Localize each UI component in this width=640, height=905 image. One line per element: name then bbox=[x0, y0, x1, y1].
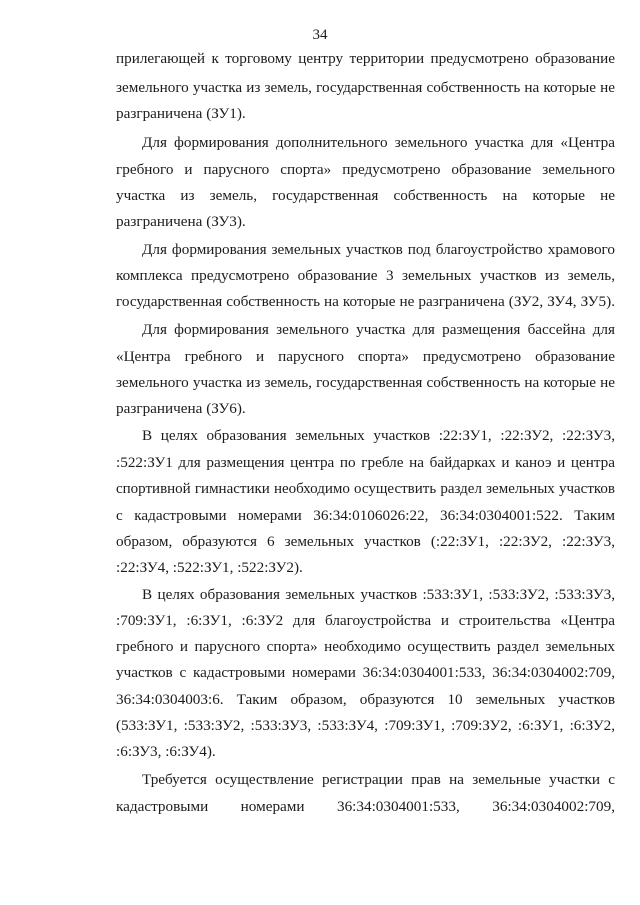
text-line: :709:ЗУ1, :6:ЗУ1, :6:ЗУ2 для благоустройства и строительства «Центра bbox=[116, 612, 615, 629]
text-line: участка из земель, государственная собственность на которые не bbox=[116, 187, 615, 204]
text-line: разграничена (ЗУ1). bbox=[116, 105, 246, 122]
text-line: комплекса предусмотрено образование 3 земельных участков из земель, bbox=[116, 267, 615, 284]
text-line: Для формирования земельного участка для размещения бассейна для bbox=[142, 321, 615, 338]
text-line: :6:ЗУ3, :6:ЗУ4). bbox=[116, 743, 216, 760]
text-line: Требуется осуществление регистрации прав на земельные участки с bbox=[142, 771, 615, 788]
text-line: участков с кадастровыми номерами 36:34:0304001:533, 36:34:0304002:709, bbox=[116, 664, 615, 681]
text-line: разграничена (ЗУ3). bbox=[116, 213, 246, 230]
text-line: спортивной гимнастики необходимо осуществить раздел земельных участков bbox=[116, 481, 615, 497]
text-line: земельного участка из земель, государственная собственность на которые не bbox=[116, 374, 615, 391]
text-line: кадастровыми номерами 36:34:0304001:533, 36:34:0304002:709, bbox=[116, 798, 615, 815]
text-line: (533:ЗУ1, :533:ЗУ2, :533:ЗУ3, :533:ЗУ4, :709:ЗУ1, :709:ЗУ2, :6:ЗУ1, :6:ЗУ2, bbox=[116, 717, 615, 734]
text-line: В целях образования земельных участков :533:ЗУ1, :533:ЗУ2, :533:ЗУ3, bbox=[142, 586, 615, 603]
text-line: образом, образуются 6 земельных участков (:22:ЗУ1, :22:ЗУ2, :22:ЗУ3, bbox=[116, 533, 615, 550]
text-line: Для формирования дополнительного земельного участка для «Центра bbox=[142, 134, 615, 151]
text-line: земельного участка из земель, государственная собственность на которые не bbox=[116, 79, 615, 96]
text-line: :522:ЗУ1 для размещения центра по гребле на байдарках и каноэ и центра bbox=[116, 454, 615, 471]
text-line: «Центра гребного и парусного спорта» предусмотрено образование bbox=[116, 348, 615, 365]
text-line: прилегающей к торговому центру территории предусмотрено образование bbox=[116, 50, 615, 67]
text-line: государственная собственность на которые не разграничена (ЗУ2, ЗУ4, ЗУ5). bbox=[116, 293, 615, 310]
text-line: с кадастровыми номерами 36:34:0106026:22, 36:34:0304001:522. Таким bbox=[116, 507, 615, 524]
text-line: :22:ЗУ4, :522:ЗУ1, :522:ЗУ2). bbox=[116, 559, 303, 576]
text-line: гребного и парусного спорта» необходимо осуществить раздел земельных bbox=[116, 638, 615, 655]
text-line: В целях образования земельных участков :22:ЗУ1, :22:ЗУ2, :22:ЗУ3, bbox=[142, 427, 615, 444]
page-number: 34 bbox=[312, 27, 328, 43]
text-line: 36:34:0304003:6. Таким образом, образуются 10 земельных участков bbox=[116, 691, 615, 708]
text-line: разграничена (ЗУ6). bbox=[116, 400, 246, 417]
text-line: гребного и парусного спорта» предусмотрено образование земельного bbox=[116, 161, 615, 178]
text-line: Для формирования земельных участков под благоустройство храмового bbox=[142, 241, 615, 258]
